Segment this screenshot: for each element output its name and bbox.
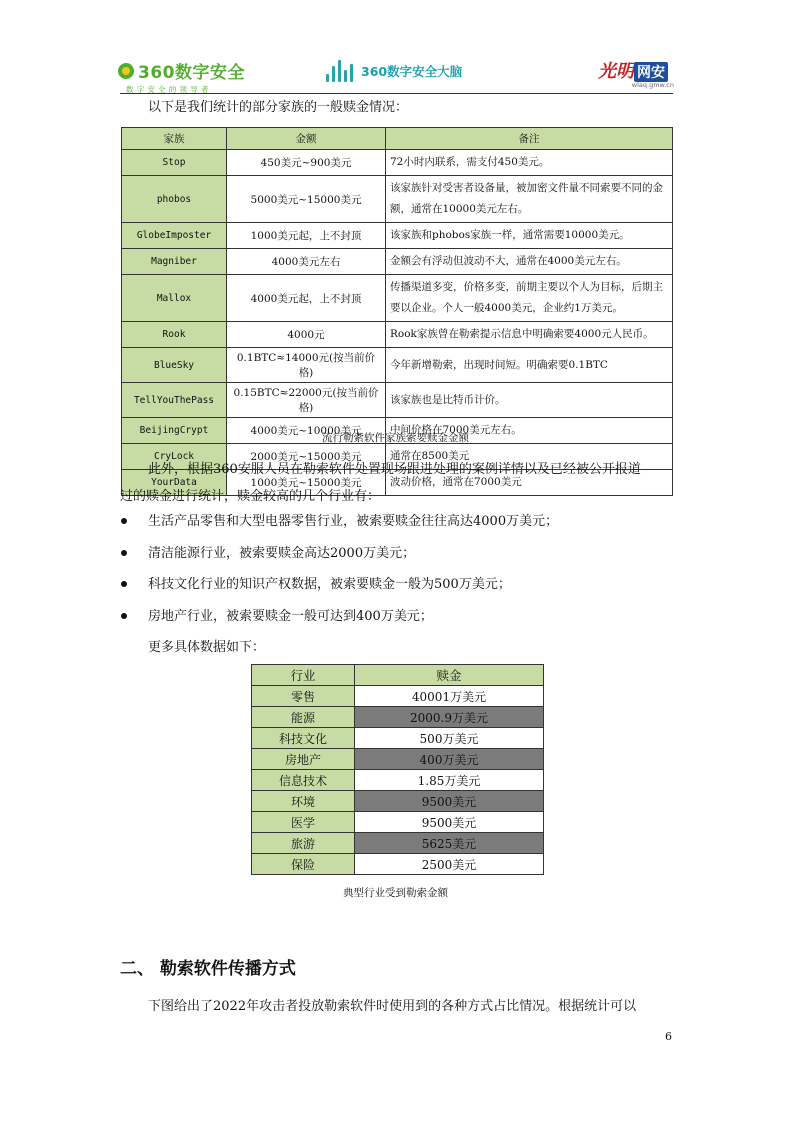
table-cell-note: 72小时内联系，需支付450美元。: [386, 150, 673, 176]
table-cell-note: 该家族也是比特币计价。: [386, 383, 673, 418]
table-cell-note: 今年新增勒索，出现时间短。明确索要0.1BTC: [386, 348, 673, 383]
table-cell-amount: 4000元: [227, 322, 386, 348]
table-cell-amount: 1000美元起，上不封顶: [227, 223, 386, 249]
table-cell-family: BlueSky: [122, 348, 227, 383]
table-cell-ransom: 9500美元: [355, 791, 544, 812]
table-cell-note: Rook家族曾在勒索提示信息中明确索要4000元人民币。: [386, 322, 673, 348]
table-row: [252, 791, 544, 812]
table-cell-family: CryLock: [122, 444, 227, 470]
table-row: [252, 812, 544, 833]
table-row: [252, 854, 544, 875]
table-cell-note: 该家族针对受害者设备量，被加密文件量不同索要不同的金额，通常在10000美元左右。: [386, 176, 673, 223]
table-cell-note: 波动价格，通常在7000美元: [386, 470, 673, 496]
bullet-item: 房地产行业，被索要赎金一般可达到400万美元；: [148, 609, 433, 624]
table-row: [252, 770, 544, 791]
logo-left-slogan: 数字安全的领导者: [126, 85, 212, 94]
table-cell-family: BeijingCrypt: [122, 418, 227, 444]
table-row: [122, 176, 673, 223]
360-digital-security-logo: [118, 58, 245, 95]
table-cell-ransom: 2000.9万美元: [355, 707, 544, 728]
table-cell-family: GlobeImposter: [122, 223, 227, 249]
bullet-dot: [121, 613, 127, 619]
table-cell-amount: 5000美元~15000美元: [227, 176, 386, 223]
bullet-dot: [121, 581, 127, 587]
table-row: [252, 749, 544, 770]
para1-line1: 此外，根据360安服人员在勒索软件处置现场跟进处理的案例详情以及已经被公开报道: [148, 462, 641, 477]
table-header: 赎金: [355, 665, 544, 686]
logo-mid-text: 360数字安全大脑: [361, 64, 463, 79]
table-cell-family: Stop: [122, 150, 227, 176]
table-row: [122, 249, 673, 275]
table-row: [122, 223, 673, 249]
table-cell-industry: 保险: [252, 854, 355, 875]
table-cell-amount: 4000美元左右: [227, 249, 386, 275]
table-cell-note: 传播渠道多变，价格多变，前期主要以个人为目标，后期主要以企业。个人一般4000美元，企业约1万美元。: [386, 275, 673, 322]
table-header: 备注: [386, 128, 673, 150]
table-cell-family: TellYouThePass: [122, 383, 227, 418]
table-header: 金额: [227, 128, 386, 150]
table-cell-industry: 环境: [252, 791, 355, 812]
table-cell-amount: 2000美元~15000美元: [227, 444, 386, 470]
table-cell-industry: 旅游: [252, 833, 355, 854]
table-cell-note: 该家族和phobos家族一样，通常需要10000美元。: [386, 223, 673, 249]
soundwave-icon: [326, 60, 353, 82]
intro-text: 以下是我们统计的部分家族的一般赎金情况：: [148, 100, 409, 115]
bullet-item: 清洁能源行业，被索要赎金高达2000万美元；: [148, 546, 416, 561]
table2-caption: 典型行业受到勒索金额: [343, 887, 448, 899]
para1-line2: 过的赎金进行统计，赎金较高的几个行业有：: [120, 489, 381, 504]
table-cell-amount: 1000美元~15000美元: [227, 470, 386, 496]
bullet-dot: [121, 518, 127, 524]
table-row: [252, 833, 544, 854]
gmw-security-logo: [598, 57, 674, 89]
header-divider: [120, 93, 673, 94]
table-row: [122, 275, 673, 322]
table-cell-ransom: 9500美元: [355, 812, 544, 833]
360-security-brain-logo: [326, 60, 462, 82]
table-cell-amount: 0.1BTC≈14000元(按当前价格): [227, 348, 386, 383]
table-cell-family: phobos: [122, 176, 227, 223]
table-row: [252, 707, 544, 728]
table-cell-industry: 房地产: [252, 749, 355, 770]
table-cell-industry: 零售: [252, 686, 355, 707]
table-cell-industry: 信息技术: [252, 770, 355, 791]
table-cell-amount: 450美元~900美元: [227, 150, 386, 176]
logo-right-cn-b: 网安: [634, 62, 668, 82]
table-cell-amount: 0.15BTC≈22000元(按当前价格): [227, 383, 386, 418]
table-cell-amount: 4000美元起，上不封顶: [227, 275, 386, 322]
table-cell-ransom: 1.85万美元: [355, 770, 544, 791]
page-number: 6: [665, 1030, 672, 1043]
table-cell-ransom: 2500美元: [355, 854, 544, 875]
table-row: [252, 686, 544, 707]
360-logo-icon: [118, 63, 134, 79]
table-cell-ransom: 5625美元: [355, 833, 544, 854]
table-row: [122, 322, 673, 348]
table-cell-amount: 4000美元~10000美元: [227, 418, 386, 444]
industry-ransom-table: [251, 664, 544, 875]
table-cell-industry: 科技文化: [252, 728, 355, 749]
table-cell-family: Rook: [122, 322, 227, 348]
more-data-text: 更多具体数据如下：: [148, 640, 266, 655]
table-header: 家族: [122, 128, 227, 150]
table-row: [122, 348, 673, 383]
logo-left-brand: 360数字安全: [138, 63, 245, 83]
table-cell-ransom: 40001万美元: [355, 686, 544, 707]
table-header: 行业: [252, 665, 355, 686]
section-heading: 二、 勒索软件传播方式: [120, 959, 296, 979]
bullet-item: 生活产品零售和大型电器零售行业，被索要赎金往往高达4000万美元；: [148, 514, 559, 529]
table-cell-ransom: 400万美元: [355, 749, 544, 770]
table-row: [122, 383, 673, 418]
table-row: [252, 728, 544, 749]
table-row: [122, 150, 673, 176]
table1-caption: 流行勒索软件家族索要赎金金额: [322, 432, 469, 444]
bullet-item: 科技文化行业的知识产权数据，被索要赎金一般为500万美元；: [148, 577, 511, 592]
bullet-dot: [121, 550, 127, 556]
table-cell-industry: 能源: [252, 707, 355, 728]
table-cell-note: 通常在8500美元: [386, 444, 673, 470]
logo-right-url: wlaq.gmw.cn: [631, 81, 674, 89]
table-cell-industry: 医学: [252, 812, 355, 833]
table-cell-note: 中间价格在7000美元左右。: [386, 418, 673, 444]
logo-right-cn-a: 光明: [598, 61, 634, 82]
table-cell-note: 金额会有浮动但波动不大，通常在4000美元左右。: [386, 249, 673, 275]
table-cell-family: Magniber: [122, 249, 227, 275]
table-cell-ransom: 500万美元: [355, 728, 544, 749]
table-cell-family: Mallox: [122, 275, 227, 322]
page-header: [0, 0, 793, 94]
table-cell-family: YourData: [122, 470, 227, 496]
para2: 下图给出了2022年攻击者投放勒索软件时使用到的各种方式占比情况。根据统计可以: [148, 999, 637, 1014]
